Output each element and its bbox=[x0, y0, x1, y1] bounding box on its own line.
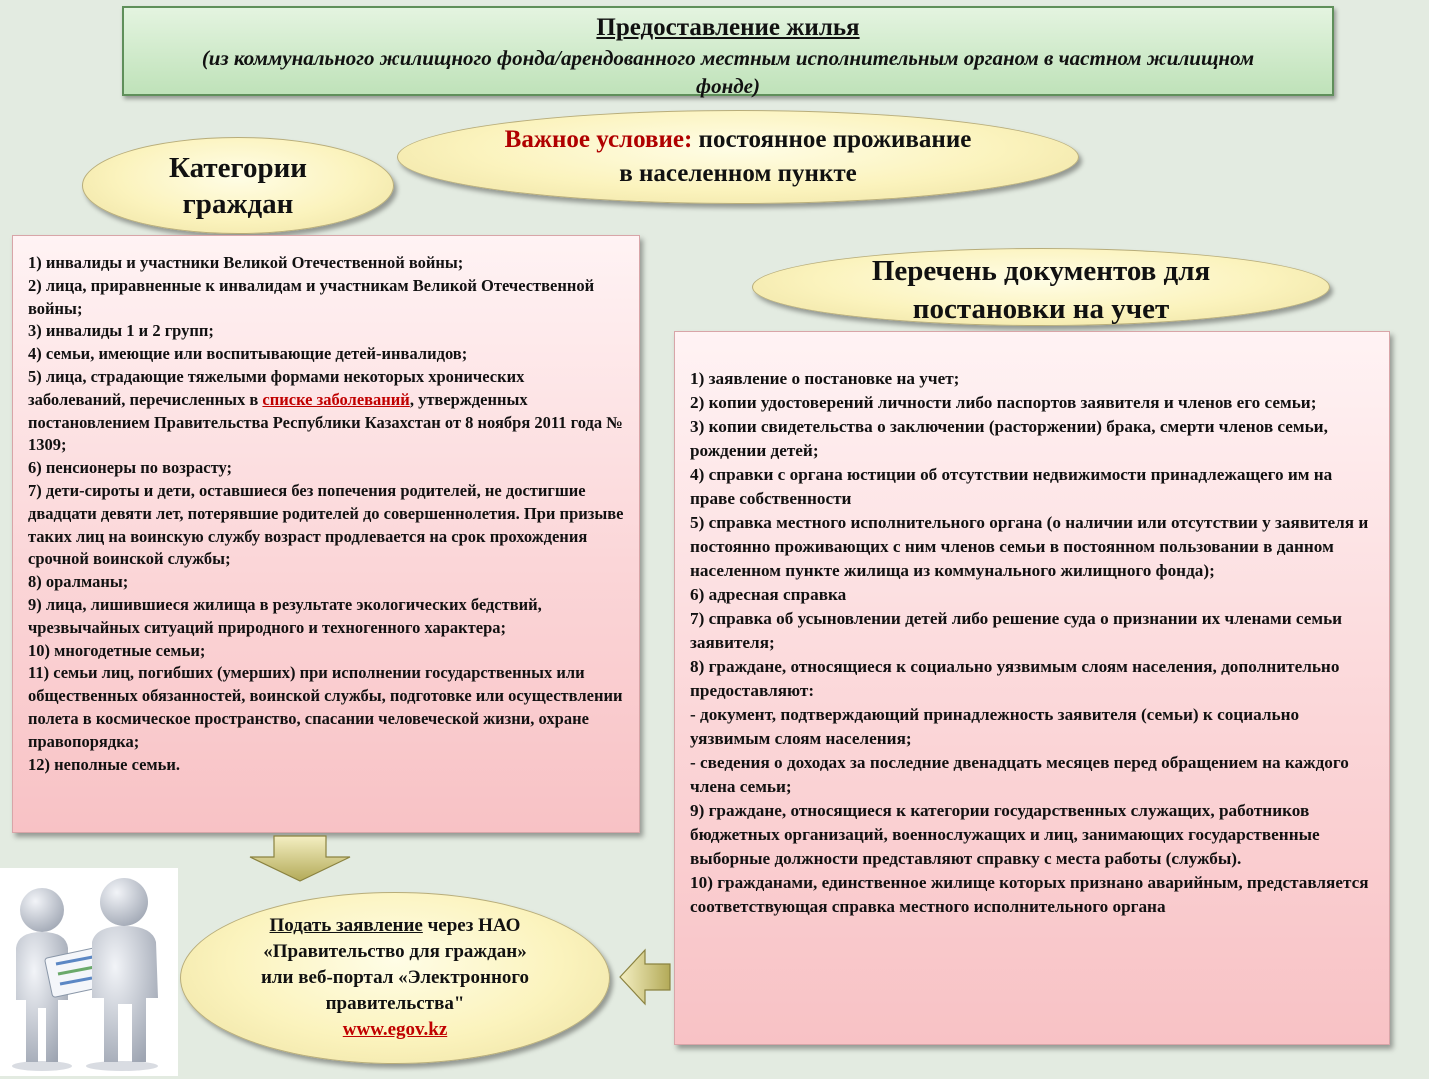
header-banner bbox=[122, 6, 1334, 96]
submit-text: через НАО «Правительство для граждан» или веб-портал «Электронного правительства" bbox=[260, 915, 530, 1014]
important-condition-text: постоянное проживание в населенном пункте bbox=[619, 126, 972, 187]
list-item: 10) гражданами, единственное жилище которых признано аварийным, представляется соответствующая справка местного исполнительного органа bbox=[690, 873, 1369, 916]
submit-application bbox=[180, 892, 610, 1064]
list-item: 7) дети-сироты и дети, оставшиеся без попечения родителей, не достигшие двадцати девяти лет, потерявшие родителей до совершеннолетия. При призыве таких лиц на воинскую службу возраст продлевается на срок прохождения срочной воинской службы; bbox=[28, 480, 624, 569]
page-title: Предоставление жилья bbox=[596, 14, 860, 41]
list-item: 6) пенсионеры по возрасту; bbox=[28, 458, 233, 478]
list-item: 9) граждане, относящиеся к категории государственных служащих, работников бюджетных организаций, военнослужащих и лиц, занимающих государственные выборные должности представляют справку с места работы (службы). bbox=[690, 801, 1320, 868]
important-condition-body bbox=[503, 123, 973, 191]
categories-heading-text: Категории граждан bbox=[168, 151, 307, 220]
categories-heading bbox=[82, 137, 394, 234]
list-item: 3) инвалиды 1 и 2 групп; bbox=[28, 321, 214, 341]
list-item bbox=[28, 366, 625, 457]
list-item: 8) граждане, относящиеся к социально уязвимым слоям населения, дополнительно предоставляют: bbox=[690, 657, 1340, 700]
egov-link[interactable]: www.egov.kz bbox=[342, 1019, 448, 1040]
documents-heading bbox=[752, 248, 1330, 326]
page-subtitle: (из коммунального жилищного фонда/арендованного местным исполнительным органом в частном жилищном фонде) bbox=[201, 46, 1255, 98]
important-condition bbox=[397, 110, 1079, 204]
list-item: 4) справки с органа юстиции об отсутствии недвижимости принадлежащего им на праве собственности bbox=[690, 465, 1333, 508]
list-item: 1) инвалиды и участники Великой Отечественной войны; bbox=[28, 253, 464, 272]
list-item: 1) заявление о постановке на учет; bbox=[690, 369, 960, 388]
important-condition-label: Важное условие: bbox=[504, 126, 693, 153]
arrow-down-icon bbox=[248, 835, 352, 883]
people-document-icon bbox=[0, 868, 178, 1076]
documents-heading-text: Перечень документов для постановки на учет bbox=[871, 255, 1211, 325]
submit-application-body bbox=[250, 913, 540, 1043]
list-item: 9) лица, лишившиеся жилища в результате экологических бедствий, чрезвычайных ситуаций природного и техногенного характера; bbox=[28, 594, 542, 637]
documents-list bbox=[674, 331, 1390, 1045]
list-item: 2) копии удостоверений личности либо паспортов заявителя и членов его семьи; bbox=[690, 393, 1317, 412]
diseases-list-link[interactable]: списке заболеваний bbox=[262, 389, 410, 409]
list-item: 6) адресная справка bbox=[690, 585, 847, 604]
list-item: 4) семьи, имеющие или воспитывающие детей-инвалидов; bbox=[28, 344, 468, 364]
submit-underlined-text: Подать заявление bbox=[269, 915, 423, 936]
list-item: 5) справка местного исполнительного органа (о наличии или отсутствии у заявителя и постоянно проживающих с ним членов семьи в постоянном пользовании в данном населенном пункте жилища из коммунального жилищного фонда); bbox=[690, 513, 1369, 580]
list-item: 8) оралманы; bbox=[28, 572, 129, 592]
arrow-left-icon bbox=[618, 948, 672, 1006]
item5-text-after: , утвержденных постановлением Правительства Республики Казахстан от 8 ноября 2011 года № 1309; bbox=[28, 389, 623, 455]
categories-list bbox=[12, 235, 640, 833]
list-item: 7) справка об усыновлении детей либо решение суда о признании их членами семьи заявителя; bbox=[690, 609, 1343, 652]
list-item: 3) копии свидетельства о заключении (расторжении) брака, смерти членов семьи, рождении детей; bbox=[690, 417, 1328, 460]
list-item: 10) многодетные семьи; bbox=[28, 640, 206, 660]
list-item: - сведения о доходах за последние двенадцать месяцев перед обращением на каждого члена семьи; bbox=[690, 753, 1349, 796]
list-item: - документ, подтверждающий принадлежность заявителя (семьи) к социально уязвимым слоям населения; bbox=[690, 705, 1300, 748]
list-item: 12) неполные семьи. bbox=[28, 754, 181, 774]
list-item: 2) лица, приравненные к инвалидам и участникам Великой Отечественной войны; bbox=[28, 275, 595, 318]
item5-text-before: 5) лица, страдающие тяжелыми формами некоторых хронических заболеваний, перечисленных в bbox=[28, 366, 525, 409]
list-item: 11) семьи лиц, погибших (умерших) при исполнении государственных или общественных обязанностей, воинской службы, подготовке или осуществлении полета в космическое пространство, спасании человеческой жизни, охране правопорядка; bbox=[28, 663, 623, 751]
